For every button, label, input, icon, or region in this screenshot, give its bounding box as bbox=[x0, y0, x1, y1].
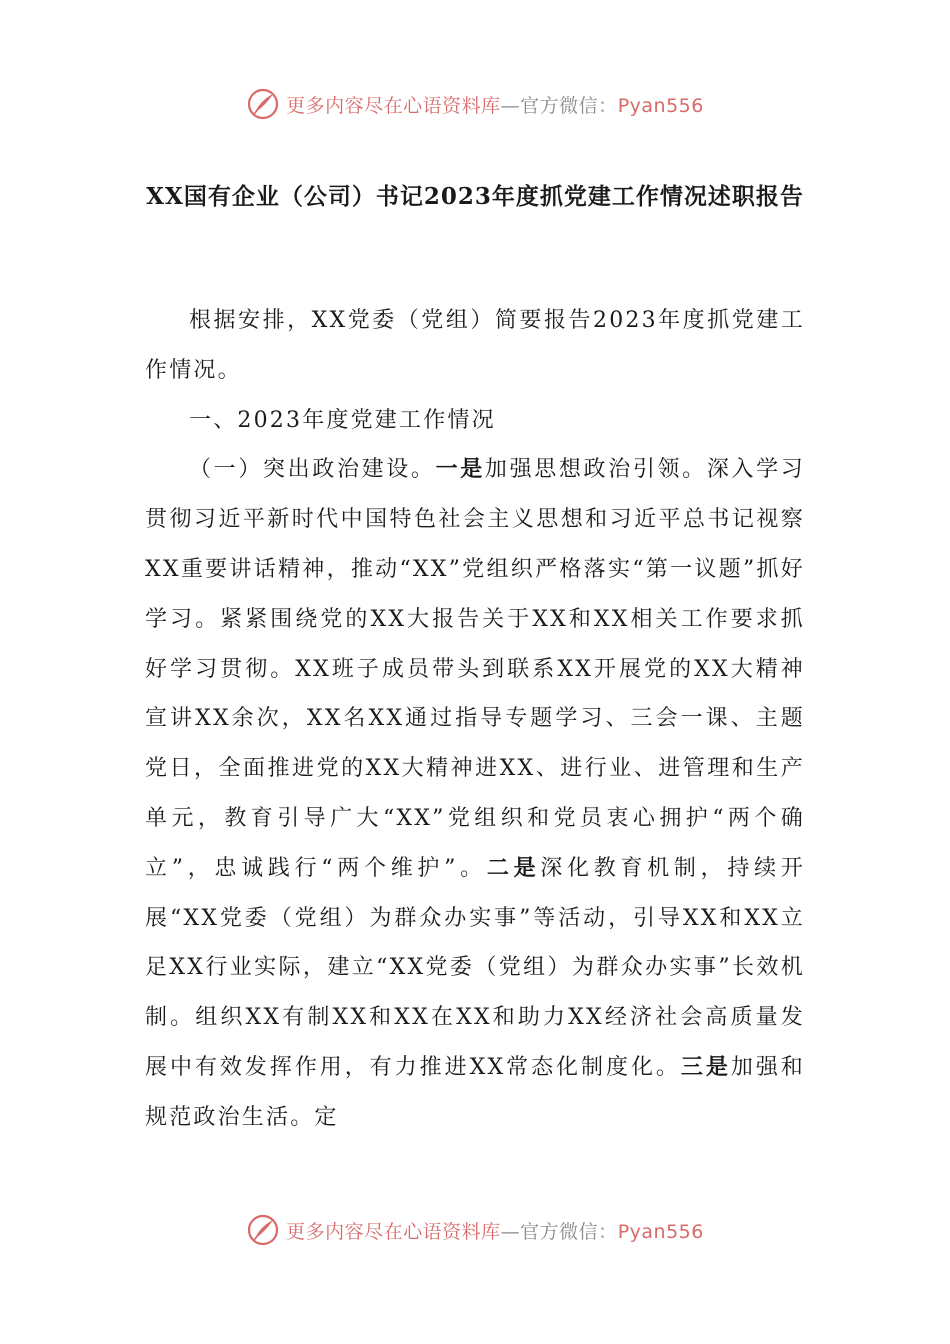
paragraph-lead: （一）突出政治建设。 bbox=[189, 457, 436, 483]
document-body bbox=[145, 296, 805, 1143]
point-text-3: 加强和规范政治生活。定 bbox=[145, 1054, 805, 1130]
point-text-1: 加强思想政治引领。深入学习贯彻习近平新时代中国特色社会主义思想和习近平总书记视察XX重要讲话精神，推动“XX”党组织严格落实“第一议题”抓好学习。紧紧围绕党的XX大报告关于XX和XX相关工作要求抓好学习贯彻。XX班子成员带头到联系XX开展党的XX大精神宣讲XX余次，XX名XX通过指导专题学习、三会一课、主题党日，全面推进党的XX大精神进XX、进行业、进管理和生产单元，教育引导广大“XX”党组织和党员衷心拥护“两个确立”，忠诚践行“两个维护”。 bbox=[145, 457, 805, 881]
watermark-footer bbox=[0, 1208, 950, 1252]
watermark-label: 更多内容尽在心语资料库—官方微信：Pyan556 bbox=[286, 1220, 704, 1243]
point-text-2: 深化教育机制，持续开展“XX党委（党组）为群众办实事”等活动，引导XX和XX立足XX行业实际，建立“XX党委（党组）为群众办实事”长效机制。组织XX有制XX和XX在XX和助力XX经济社会高质量发展中有效发挥作用，有力推进XX常态化制度化。 bbox=[145, 855, 805, 1080]
watermark-label: 更多内容尽在心语资料库—官方微信：Pyan556 bbox=[286, 94, 704, 117]
document-title: XX国有企业（公司）书记2023年度抓党建工作情况述职报告 bbox=[146, 183, 804, 210]
watermark-header bbox=[0, 82, 950, 126]
quill-logo-icon bbox=[246, 87, 280, 121]
point-marker-2: 二是 bbox=[486, 854, 541, 881]
section-heading: 一、2023年度党建工作情况 bbox=[189, 407, 496, 433]
intro-paragraph: 根据安排，XX党委（党组）简要报告2023年度抓党建工作情况。 bbox=[145, 308, 805, 383]
quill-logo-icon bbox=[246, 1213, 280, 1247]
body-paragraph bbox=[145, 445, 805, 1142]
point-marker-1: 一是 bbox=[435, 456, 485, 483]
point-marker-3: 三是 bbox=[680, 1053, 731, 1080]
